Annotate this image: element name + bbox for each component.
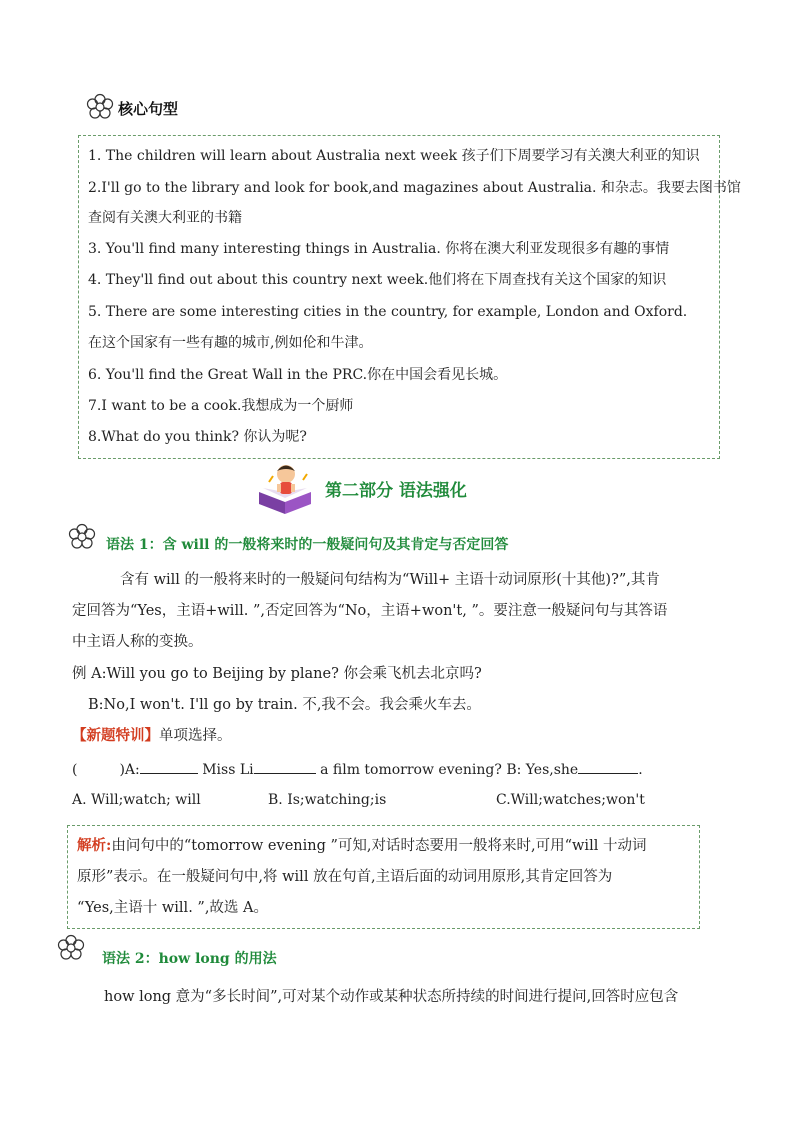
analysis-text-1: 由问句中的“tomorrow evening ”可知,对话时态要用一般将来时,可用“will 十动词: [111, 838, 647, 854]
grammar1-heading: [106, 534, 508, 554]
flower-icon: [67, 522, 97, 556]
option-a[interactable]: A. Will;watch; will: [72, 792, 201, 808]
core-line-3: 查阅有关澳大利亚的书籍: [88, 210, 242, 226]
grammar1-para-3: 中主语人称的变换。: [72, 634, 203, 650]
training-heading: [72, 726, 232, 746]
part2-title: 第二部分 语法强化: [325, 481, 467, 501]
training-tag: 【新题特训】: [72, 727, 159, 744]
core-line-2: 2.I'll go to the library and look for book,and magazines about Australia. 和杂志。我要去图书馆: [88, 180, 741, 196]
reading-child-icon: [255, 462, 317, 518]
example-b: B:No,I won't. I'll go by train. 不,我不会。我会乘火车去。: [88, 697, 481, 713]
flower-icon: [85, 92, 115, 126]
analysis-line-1: [77, 836, 646, 856]
question-text-film: a film tomorrow evening? B: Yes,she: [320, 762, 579, 778]
core-line-8: 6. You'll find the Great Wall in the PRC.你在中国会看见长城。: [88, 367, 508, 383]
question-line: [72, 759, 643, 780]
grammar1-para-1: 含有 will 的一般将来时的一般疑问句结构为“Will+ 主语十动词原形(十其他)?”,其肯: [120, 572, 660, 588]
question-end: .: [638, 762, 643, 778]
example-a: 例 A:Will you go to Beijing by plane? 你会乘飞机去北京吗?: [72, 666, 482, 682]
training-text: 单项选择。: [159, 728, 232, 744]
option-b[interactable]: B. Is;watching;is: [268, 792, 387, 808]
core-line-9: 7.I want to be a cook.我想成为一个厨师: [88, 398, 354, 414]
flower-icon: [56, 933, 86, 967]
grammar2-label: 语法 2：: [102, 951, 159, 967]
grammar2-para-1: how long 意为“多长时间”,可对某个动作或某种状态所持续的时间进行提问,回答时应包含: [104, 989, 679, 1005]
core-line-5: 4. They'll find out about this country next week.他们将在下周查找有关这个国家的知识: [88, 272, 667, 288]
core-line-7: 在这个国家有一些有趣的城市,例如伦和牛津。: [88, 335, 373, 351]
core-line-1: 1. The children will learn about Australia next week 孩子们下周要学习有关澳大利亚的知识: [88, 148, 700, 164]
answer-paren-close: )A:: [119, 762, 140, 778]
core-line-4: 3. You'll find many interesting things in Australia. 你将在澳大利亚发现很多有趣的事情: [88, 241, 670, 257]
analysis-tag: 解析:: [77, 837, 112, 854]
question-text-miss: Miss Li: [202, 762, 254, 778]
grammar1-title: 含 will 的一般将来时的一般疑问句及其肯定与否定回答: [162, 537, 509, 553]
grammar1-label: 语法 1：: [106, 537, 163, 553]
grammar2-title: how long 的用法: [158, 951, 277, 967]
core-line-6: 5. There are some interesting cities in the country, for example, London and Oxford.: [88, 304, 688, 320]
grammar1-para-2: 定回答为“Yes，主语+will. ”,否定回答为“No，主语+won't, ”。要注意一般疑问句与其答语: [72, 603, 668, 619]
core-title: 核心句型: [118, 100, 179, 118]
blank-1[interactable]: [140, 759, 198, 774]
core-line-10: 8.What do you think? 你认为呢?: [88, 429, 307, 445]
answer-paren-open: (: [72, 762, 78, 778]
option-c[interactable]: C.Will;watches;won't: [496, 792, 645, 808]
analysis-line-2: 原形”表示。在一般疑问句中,将 will 放在句首,主语后面的动词用原形,其肯定回答为: [77, 869, 613, 885]
blank-2[interactable]: [254, 759, 316, 774]
analysis-line-3: “Yes,主语十 will. ”,故选 A。: [77, 900, 269, 916]
grammar2-heading: [102, 948, 277, 968]
blank-3[interactable]: [578, 759, 638, 774]
